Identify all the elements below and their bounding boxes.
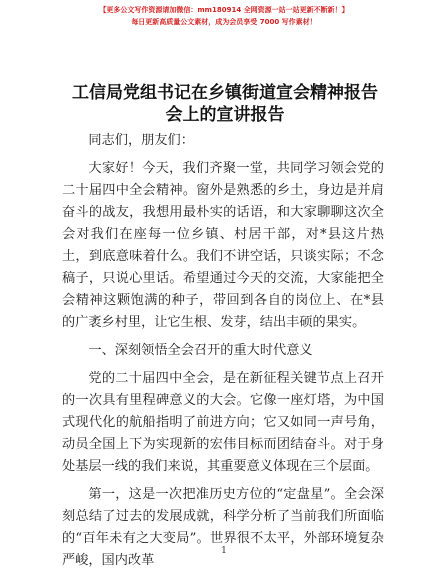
paragraph-significance: 党的二十届四中全会，是在新征程关键节点上召开的一次具有里程碑意义的大会。它像一座灯塔，为中国式现代化的航船指明了前进方向；它又如同一声号角，动员全国上下为实现新的宏伟目标而团结奋斗。对于身处基层一线的我们来说，其重要意义体现在三个层面。 <box>62 371 384 474</box>
banner-line-2: 每日更新高质量公文素材，成为会员享受 7000 写作素材！ <box>131 18 317 26</box>
header-banner <box>0 4 448 28</box>
document-body <box>62 130 384 578</box>
paragraph-intro: 大家好！今天，我们齐聚一堂，共同学习领会党的二十届四中全会精神。窗外是熟悉的乡土，身边是并肩奋斗的战友，我想用最朴实的话语，和大家聊聊这次全会对我们在座每一位乡镇、村居干部，对*县这片热土，到底意味着什么。我们不讲空话，只谈实际；不念稿子，只说心里话。希望通过今天的交流，大家能把全会精神这颗饱满的种子，带回到各自的岗位上、在*县的广袤乡村里，让它生根、发芽，结出丰硕的果实。 <box>62 161 384 330</box>
paragraph-first-point: 第一，这是一次把准历史方位的“定盘星”。全会深刻总结了过去的发展成就，科学分析了当前我们所面临的“百年未有之大变局”。世界很不太平，外部环境复杂严峻，国内改革 <box>62 487 384 568</box>
document-title: 工信局党组书记在乡镇街道宣会精神报告会上的宣讲报告 <box>72 83 378 125</box>
page-number: 1 <box>221 546 227 556</box>
salutation: 同志们，朋友们： <box>88 133 194 148</box>
section-heading-1: 一、深刻领悟全会召开的重大时代意义 <box>88 343 313 358</box>
banner-line-1: 【更多公文写作资源请加微信：mm180914 全网资源一站一站更新不断新！】 <box>99 6 349 14</box>
